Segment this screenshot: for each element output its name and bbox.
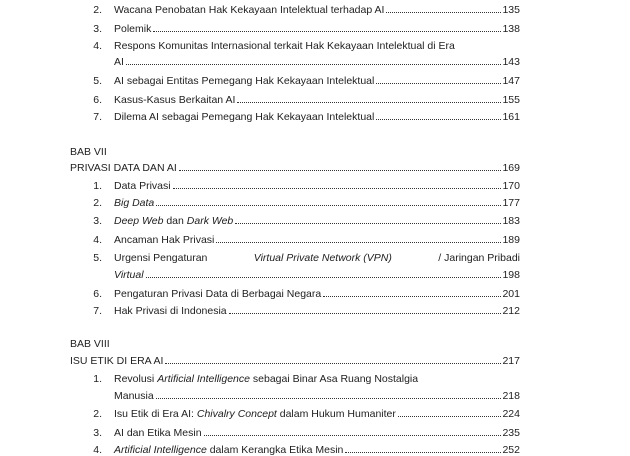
- entry-page: 235: [502, 427, 520, 439]
- entry-title: Polemik: [114, 23, 152, 35]
- entry-title: sebagai Binar Asa Ruang Nostalgia: [249, 373, 419, 385]
- entry-number: 3.: [93, 215, 102, 227]
- entry-page: 218: [502, 390, 520, 402]
- entry-number: 6.: [93, 288, 102, 300]
- entry-number: 7.: [93, 305, 102, 317]
- entry-number: 2.: [93, 197, 102, 209]
- entry-number: 6.: [93, 94, 102, 106]
- entry-number: 5.: [93, 252, 102, 264]
- entry-page: 217: [502, 355, 520, 367]
- entry-title: dalam Hukum Humaniter: [276, 408, 396, 420]
- entry-title: Pengaturan Privasi Data di Berbagai Negara: [114, 288, 322, 300]
- entry-title-italic: Dark Web: [186, 215, 234, 227]
- entry-page: 169: [502, 162, 520, 174]
- entry-title: Manusia: [114, 390, 154, 402]
- entry-title: Hak Privasi di Indonesia: [114, 305, 227, 317]
- chapter-label: BAB VII: [70, 146, 107, 158]
- entry-title: Urgensi Pengaturan: [114, 252, 211, 264]
- entry-number: 5.: [93, 75, 102, 87]
- entry-title: / Jaringan Pribadi: [435, 252, 520, 264]
- entry-page: 252: [502, 444, 520, 456]
- entry-title: Data Privasi: [114, 180, 171, 192]
- entry-number: 1.: [93, 180, 102, 192]
- entry-page: 212: [502, 305, 520, 317]
- entry-number: 3.: [93, 427, 102, 439]
- entry-number: 4.: [93, 444, 102, 456]
- entry-page: 198: [502, 269, 520, 281]
- entry-title-line1: [114, 252, 520, 264]
- chapter-title: PRIVASI DATA DAN AI: [70, 162, 177, 174]
- entry-number: 1.: [93, 373, 102, 385]
- entry-page: 138: [502, 23, 520, 35]
- entry-number: 4.: [93, 40, 102, 52]
- entry-title: dan: [163, 215, 187, 227]
- entry-page: 147: [502, 75, 520, 87]
- entry-page: 155: [502, 94, 520, 106]
- entry-title: Wacana Penobatan Hak Kekayaan Intelektual terhadap AI: [114, 4, 385, 16]
- entry-title-italic: Virtual: [114, 269, 144, 281]
- entry-number: 4.: [93, 234, 102, 246]
- entry-page: 201: [502, 288, 520, 300]
- entry-title: Big Data: [114, 197, 155, 209]
- entry-page: 224: [502, 408, 520, 420]
- entry-number: 2.: [93, 4, 102, 16]
- entry-title-line1: Respons Komunitas Internasional terkait Hak Kekayaan Intelektual di Era: [114, 40, 455, 52]
- entry-number: 2.: [93, 408, 102, 420]
- entry-title-italic: Artificial Intelligence: [157, 373, 250, 385]
- entry-page: 177: [502, 197, 520, 209]
- entry-title-italic: Chivalry Concept: [196, 408, 277, 420]
- entry-title: Ancaman Hak Privasi: [114, 234, 215, 246]
- entry-page: 161: [502, 111, 520, 123]
- entry-title: Isu Etik di Era AI:: [114, 408, 197, 420]
- entry-title-italic: Deep Web: [114, 215, 164, 227]
- entry-title-italic: Virtual Private Network (VPN): [253, 252, 392, 264]
- entry-page: 143: [502, 56, 520, 68]
- entry-title-italic: Artificial Intelligence: [114, 444, 207, 456]
- entry-page: 189: [502, 234, 520, 246]
- entry-page: 135: [502, 4, 520, 16]
- entry-title: Kasus-Kasus Berkaitan AI: [114, 94, 236, 106]
- entry-number: 3.: [93, 23, 102, 35]
- chapter-title: ISU ETIK DI ERA AI: [70, 355, 164, 367]
- chapter-label: BAB VIII: [70, 338, 110, 350]
- entry-page: 183: [502, 215, 520, 227]
- entry-page: 170: [502, 180, 520, 192]
- entry-title-line1: [114, 373, 418, 385]
- entry-title: Revolusi: [114, 373, 158, 385]
- entry-title: AI sebagai Entitas Pemegang Hak Kekayaan Intelektual: [114, 75, 375, 87]
- entry-title: AI dan Etika Mesin: [114, 427, 202, 439]
- entry-title: Dilema AI sebagai Pemegang Hak Kekayaan Intelektual: [114, 111, 375, 123]
- entry-number: 7.: [93, 111, 102, 123]
- entry-title: AI: [114, 56, 124, 68]
- entry-title: dalam Kerangka Etika Mesin: [206, 444, 344, 456]
